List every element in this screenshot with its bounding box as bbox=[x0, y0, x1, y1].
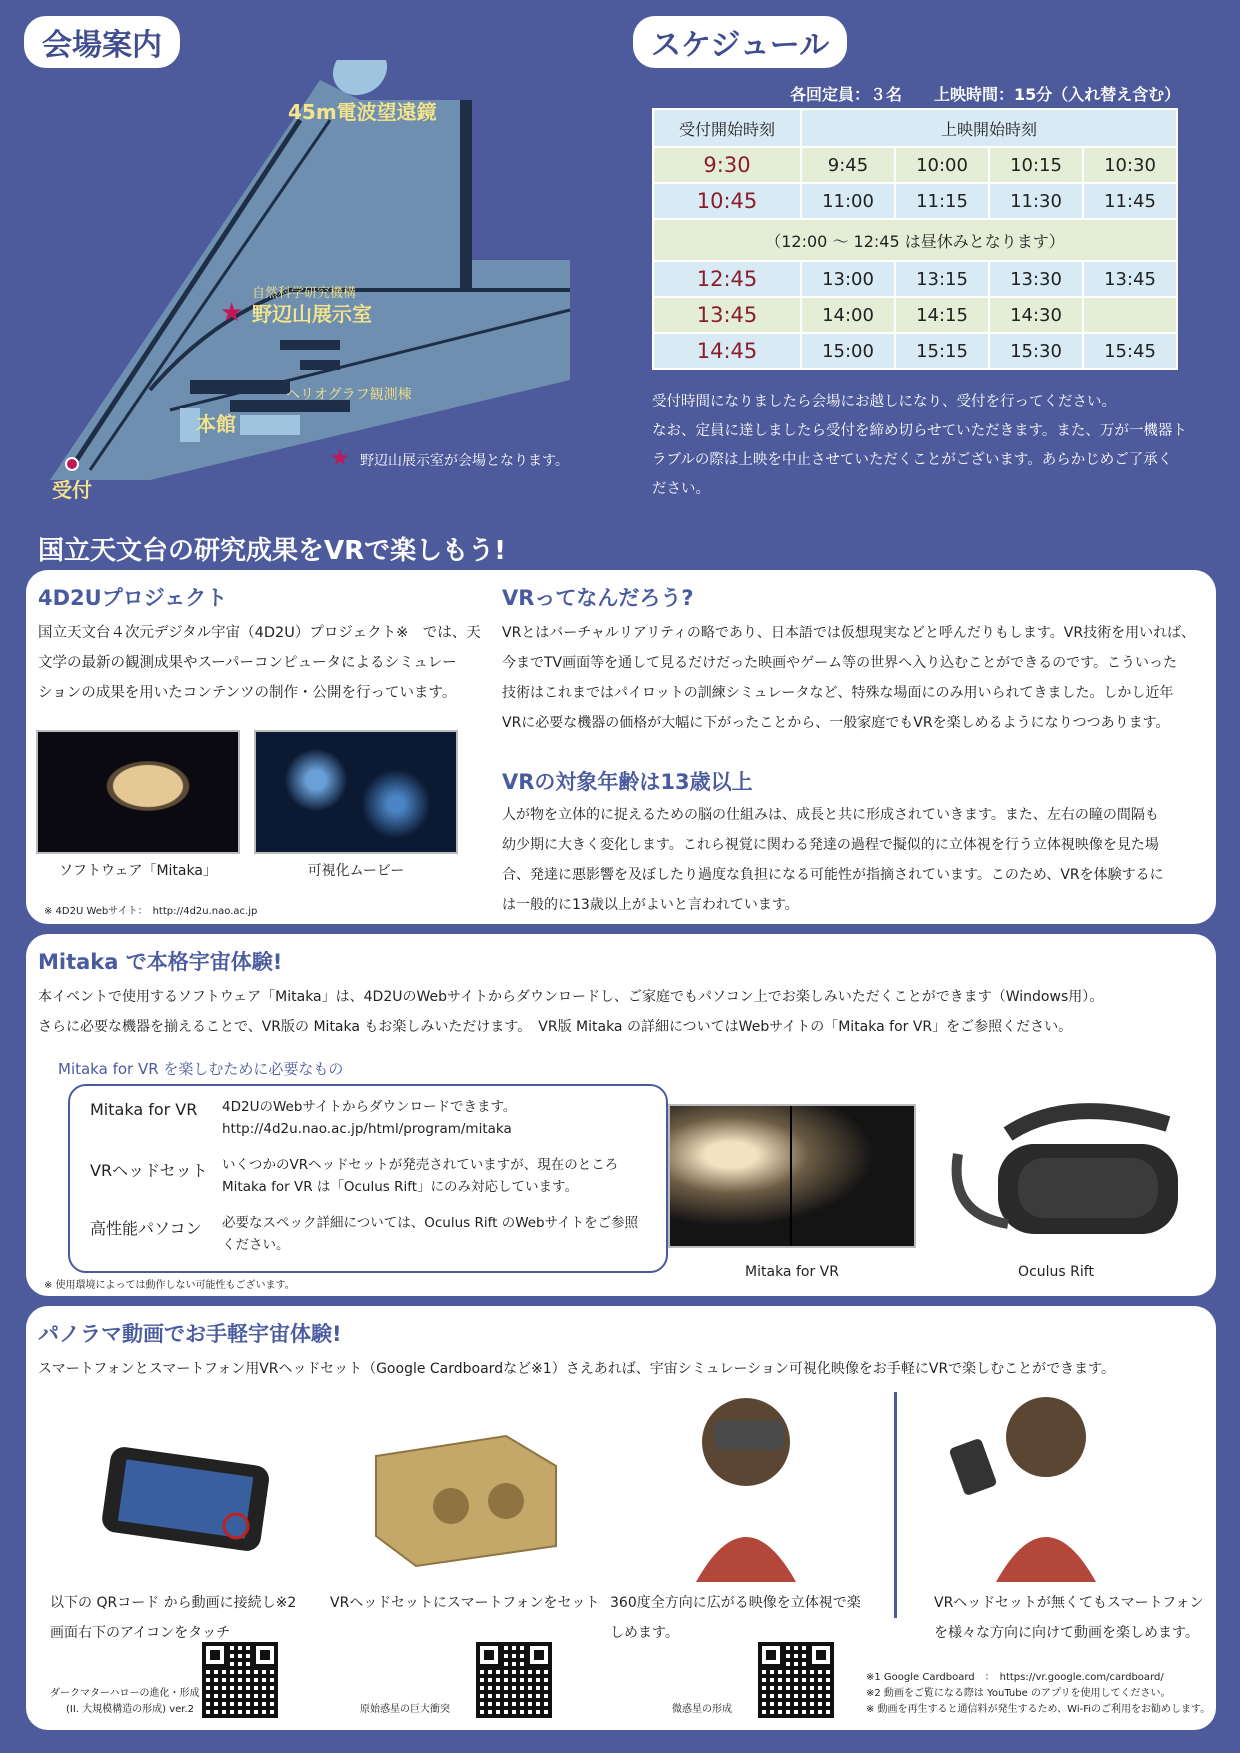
institute-label: 自然科学研究機構 bbox=[252, 286, 357, 301]
show-time bbox=[1083, 297, 1177, 333]
text-line: ※ 動画を再生すると通信料が発生するため、Wi-Fiのご利用をお勧めします。 bbox=[866, 1704, 1211, 1715]
text-line: VRに必要な機器の価格が大幅に下がったことから、一般家庭でもVRを楽しめるようになりつつあります。 bbox=[502, 715, 1170, 731]
show-time: 15:30 bbox=[989, 333, 1083, 369]
star-icon: ★ bbox=[330, 446, 350, 471]
text-line: 本イベントで使用するソフトウェア「Mitaka」は、4D2UのWebサイトからダウンロードし、ご家庭でもパソコン上でお楽しみいただくことができます（Windows用）。 bbox=[38, 989, 1104, 1005]
oculus-rift-caption: Oculus Rift bbox=[1018, 1264, 1094, 1280]
text-line: ションの成果を用いたコンテンツの制作・公開を行っています。 bbox=[38, 685, 457, 701]
show-time: 10:00 bbox=[895, 147, 989, 183]
movie-screenshot bbox=[254, 730, 458, 854]
show-time: 9:45 bbox=[801, 147, 895, 183]
mitaka-panel bbox=[26, 934, 1216, 1296]
vr-what-title: VRってなんだろう? bbox=[502, 586, 694, 610]
movie-caption: 可視化ムービー bbox=[307, 863, 405, 879]
heliograph-label: ヘリオグラフ観測棟 bbox=[286, 387, 412, 403]
show-time: 10:15 bbox=[989, 147, 1083, 183]
schedule-table bbox=[652, 108, 1178, 370]
text-line: は一般的に13歳以上がよいと言われています。 bbox=[502, 897, 799, 913]
text-line: 合、発達に悪影響を及ぼしたり過度な負担になる可能性が指摘されています。このため、VRを体験するに bbox=[502, 867, 1164, 883]
table-row bbox=[653, 147, 1177, 183]
text-line: しめます。 bbox=[610, 1625, 679, 1641]
exhibit-label: 野辺山展示室 bbox=[252, 302, 372, 326]
requirements-title: Mitaka for VR を楽しむために必要なもの bbox=[58, 1060, 344, 1078]
text-line: 人が物を立体的に捉えるための脳の仕組みは、成長と共に形成されていきます。また、左右の瞳の間隔も bbox=[502, 807, 1159, 823]
project-text bbox=[38, 618, 481, 708]
req-name: Mitaka for VR bbox=[90, 1100, 198, 1119]
venue-map bbox=[30, 60, 590, 500]
star-icon: ★ bbox=[220, 298, 244, 328]
text-line: を様々な方向に向けて動画を楽しめます。 bbox=[934, 1625, 1199, 1641]
req-name: VRヘッドセット bbox=[90, 1161, 208, 1180]
note-line: ださい。 bbox=[652, 481, 710, 497]
show-time: 11:30 bbox=[989, 183, 1083, 219]
requirements-box bbox=[68, 1084, 668, 1273]
oculus-rift-image bbox=[938, 1094, 1198, 1244]
venue-note: 野辺山展示室が会場となります。 bbox=[360, 453, 569, 469]
show-time: 11:00 bbox=[801, 183, 895, 219]
start-time: 14:45 bbox=[653, 333, 801, 369]
text-line: 文学の最新の観測成果やスーパーコンピュータによるシミュレー bbox=[38, 655, 457, 671]
show-time: 13:45 bbox=[1083, 261, 1177, 297]
lunch-break: （12:00 ～ 12:45 は昼休みとなります） bbox=[653, 219, 1177, 261]
text-line: 4D2UのWebサイトからダウンロードできます。 bbox=[222, 1099, 517, 1115]
panorama-footnotes bbox=[866, 1670, 1210, 1718]
step-4 bbox=[934, 1588, 1203, 1648]
step-2 bbox=[330, 1588, 599, 1618]
map-graphic bbox=[30, 60, 590, 500]
note-line: ラブルの際は上映を中止させていただくことがございます。あらかじめご了承く bbox=[652, 452, 1173, 468]
start-time: 10:45 bbox=[653, 183, 801, 219]
reception-label: 受付 bbox=[52, 478, 92, 502]
qr-code[interactable] bbox=[758, 1642, 834, 1718]
main-headline: 国立天文台の研究成果をVRで楽しもう! bbox=[38, 536, 507, 566]
telescope-label: 45m電波望遠鏡 bbox=[288, 100, 437, 124]
download-link[interactable]: http://4d2u.nao.ac.jp/html/program/mitaka bbox=[222, 1121, 512, 1137]
start-time: 13:45 bbox=[653, 297, 801, 333]
show-time: 14:00 bbox=[801, 297, 895, 333]
venue-title: 会場案内 bbox=[24, 16, 180, 68]
table-row bbox=[653, 333, 1177, 369]
req-desc bbox=[222, 1154, 618, 1198]
text-line: さらに必要な機器を揃えることで、VR版の Mitaka もお楽しみいただけます。 VR版 Mitaka の詳細についてはWebサイトの「Mitaka for VR」をご参照ください。 bbox=[38, 1019, 1073, 1035]
table-row bbox=[653, 219, 1177, 261]
note-line: 受付時間になりましたら会場にお越しになり、受付を行ってください。 bbox=[652, 394, 1116, 410]
schedule-notes bbox=[652, 388, 1187, 504]
mitaka-caption: ソフトウェア「Mitaka」 bbox=[59, 863, 217, 879]
panorama-intro: スマートフォンとスマートフォン用VRヘッドセット（Google Cardboardなど※1）さえあれば、宇宙シミュレーション可視化映像をお手軽にVRで楽しむことができます。 bbox=[38, 1361, 1116, 1377]
table-row bbox=[653, 261, 1177, 297]
phone-illustration bbox=[86, 1436, 286, 1576]
req-desc bbox=[222, 1096, 516, 1140]
show-time: 11:45 bbox=[1083, 183, 1177, 219]
text-line: 国立天文台４次元デジタル宇宙（4D2U）プロジェクト※ では、天 bbox=[38, 625, 481, 641]
text-line: Mitaka for VR は「Oculus Rift」にのみ対応しています。 bbox=[222, 1179, 578, 1195]
start-time: 9:30 bbox=[653, 147, 801, 183]
show-time: 15:45 bbox=[1083, 333, 1177, 369]
text-line: ※1 Google Cardboard ： https://vr.google.com/cardboard/ bbox=[866, 1672, 1164, 1683]
vr-age-text bbox=[502, 800, 1202, 920]
mitaka-title: Mitaka で本格宇宙体験! bbox=[38, 950, 283, 974]
divider bbox=[894, 1392, 897, 1618]
text-line: VRヘッドセットが無くてもスマートフォン bbox=[934, 1595, 1204, 1611]
mitaka-vr-caption: Mitaka for VR bbox=[745, 1264, 839, 1280]
girl-phone-illustration bbox=[926, 1382, 1146, 1582]
text-line: 技術はこれまではパイロットの訓練シミュレータなど、特殊な場面にのみ用いられてきました。しかし近年 bbox=[502, 685, 1174, 701]
text-line: 今までTV画面等を通して見るだけだった映画やゲーム等の世界へ入り込むことができるのです。こういった bbox=[502, 655, 1178, 671]
text-line: いくつかのVRヘッドセットが発売されていますが、現在のところ bbox=[222, 1157, 619, 1173]
girl-headset-illustration bbox=[636, 1382, 856, 1582]
capacity-info: 各回定員：３名 上映時間：15分（入れ替え含む） bbox=[790, 85, 1181, 104]
table-row bbox=[653, 297, 1177, 333]
show-time: 11:15 bbox=[895, 183, 989, 219]
qr-label-3: 微惑星の形成 bbox=[672, 1704, 732, 1715]
req-desc bbox=[222, 1212, 638, 1256]
mitaka-screenshot bbox=[36, 730, 240, 854]
show-time: 10:30 bbox=[1083, 147, 1177, 183]
text-line: 必要なスペック詳細については、Oculus Rift のWebサイトをご参照 bbox=[222, 1215, 639, 1231]
text-line: 360度全方向に広がる映像を立体視で楽 bbox=[610, 1595, 861, 1611]
main-building-label: 本館 bbox=[196, 412, 236, 436]
cardboard-illustration bbox=[356, 1426, 576, 1576]
vr-age-title: VRの対象年齢は13歳以上 bbox=[502, 770, 753, 794]
text-line: VRとはバーチャルリアリティの略であり、日本語では仮想現実などと呼んだりもします。VR技術を用いれば、 bbox=[502, 625, 1196, 641]
mitaka-text bbox=[38, 982, 1103, 1042]
project-title: 4D2Uプロジェクト bbox=[38, 586, 228, 610]
table-row bbox=[653, 183, 1177, 219]
qr-code[interactable] bbox=[202, 1642, 278, 1718]
note-line: なお、定員に達しましたら受付を締め切らせていただきます。また、万が一機器ト bbox=[652, 423, 1187, 439]
show-time: 13:00 bbox=[801, 261, 895, 297]
show-time: 14:15 bbox=[895, 297, 989, 333]
vr-what-text bbox=[502, 618, 1202, 738]
show-time: 13:30 bbox=[989, 261, 1083, 297]
qr-label-1a: ダークマターハローの進化・形成 bbox=[50, 1688, 200, 1699]
qr-label-2: 原始惑星の巨大衝突 bbox=[360, 1704, 450, 1715]
col-reception: 受付開始時刻 bbox=[653, 109, 801, 147]
req-name: 高性能パソコン bbox=[90, 1219, 202, 1238]
step-1 bbox=[50, 1588, 296, 1648]
text-line: ください。 bbox=[222, 1237, 290, 1253]
mitaka-vr-screenshot bbox=[668, 1104, 916, 1248]
project-footnote: ※ 4D2U Webサイト： http://4d2u.nao.ac.jp bbox=[44, 906, 258, 917]
panorama-panel bbox=[26, 1306, 1216, 1730]
show-time: 14:30 bbox=[989, 297, 1083, 333]
panorama-title: パノラマ動画でお手軽宇宙体験! bbox=[38, 1322, 342, 1346]
show-time: 13:15 bbox=[895, 261, 989, 297]
qr-code[interactable] bbox=[476, 1642, 552, 1718]
col-showing: 上映開始時刻 bbox=[801, 109, 1177, 147]
text-line: VRヘッドセットにスマートフォンをセット bbox=[330, 1595, 600, 1611]
start-time: 12:45 bbox=[653, 261, 801, 297]
vr-intro-panel bbox=[26, 570, 1216, 924]
schedule-title: スケジュール bbox=[633, 16, 847, 68]
show-time: 15:15 bbox=[895, 333, 989, 369]
text-line: 画面右下のアイコンをタッチ bbox=[50, 1625, 231, 1641]
text-line: ※2 動画をご覧になる際は YouTube のアプリを使用してください。 bbox=[866, 1688, 1171, 1699]
step-3 bbox=[610, 1588, 861, 1648]
qr-label-1b: (II. 大規模構造の形成) ver.2 bbox=[66, 1704, 195, 1715]
requirements-note: ※ 使用環境によっては動作しない可能性もございます。 bbox=[44, 1280, 295, 1291]
text-line: 以下の QRコード から動画に接続し※2 bbox=[50, 1595, 297, 1611]
text-line: 幼少期に大きく変化します。これら視覚に関わる発達の過程で擬似的に立体視を行う立体視映像を見た場 bbox=[502, 837, 1159, 853]
show-time: 15:00 bbox=[801, 333, 895, 369]
